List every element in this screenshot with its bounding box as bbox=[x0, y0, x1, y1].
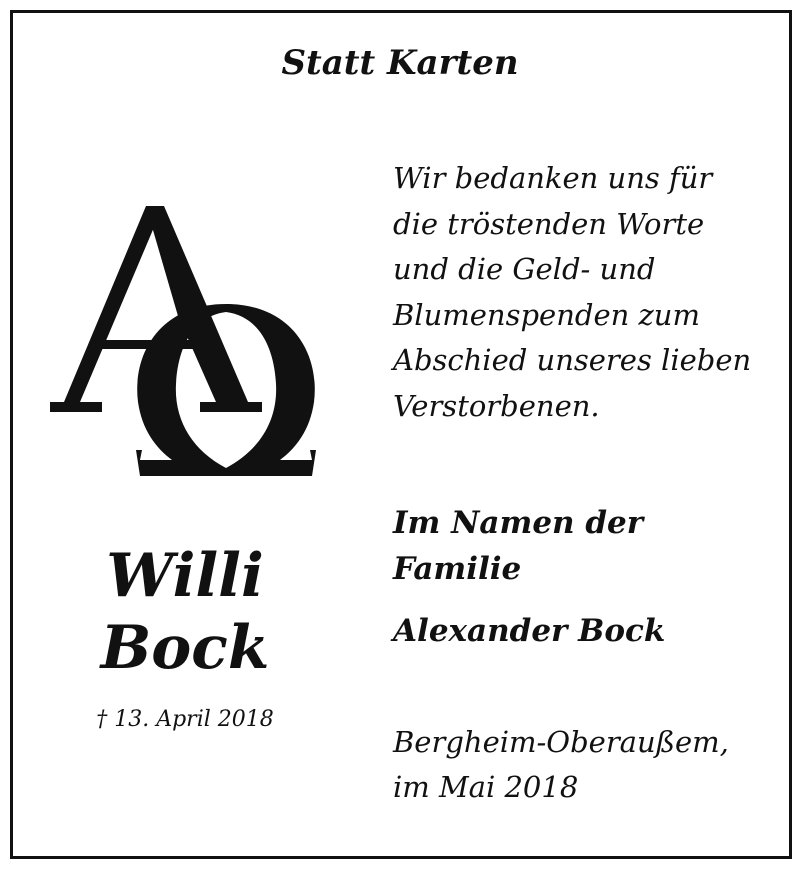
family-line bbox=[393, 500, 783, 592]
alpha-omega-icon bbox=[50, 206, 316, 478]
message-line: die tröstenden Worte bbox=[393, 206, 705, 241]
family-line-text: Im Namen der bbox=[393, 505, 644, 541]
message-line: Verstorbenen. bbox=[393, 388, 600, 423]
deceased-name bbox=[60, 540, 310, 684]
death-date: † 13. April 2018 bbox=[96, 707, 274, 732]
first-name: Willi bbox=[106, 541, 264, 611]
place-line: Bergheim-Oberaußem, bbox=[393, 725, 729, 759]
message-line: und die Geld- und bbox=[393, 252, 656, 287]
last-name: Bock bbox=[100, 613, 270, 683]
family-line-text: Familie bbox=[393, 551, 522, 587]
date-line: im Mai 2018 bbox=[393, 770, 579, 804]
place-and-date bbox=[393, 720, 783, 810]
message-line: Abschied unseres lieben bbox=[393, 343, 752, 378]
signer-name: Alexander Bock bbox=[393, 613, 666, 649]
message-line: Wir bedanken uns für bbox=[393, 161, 713, 195]
thanks-message bbox=[393, 156, 773, 430]
message-line: Blumenspenden zum bbox=[393, 297, 700, 332]
notice-heading: Statt Karten bbox=[281, 43, 519, 83]
